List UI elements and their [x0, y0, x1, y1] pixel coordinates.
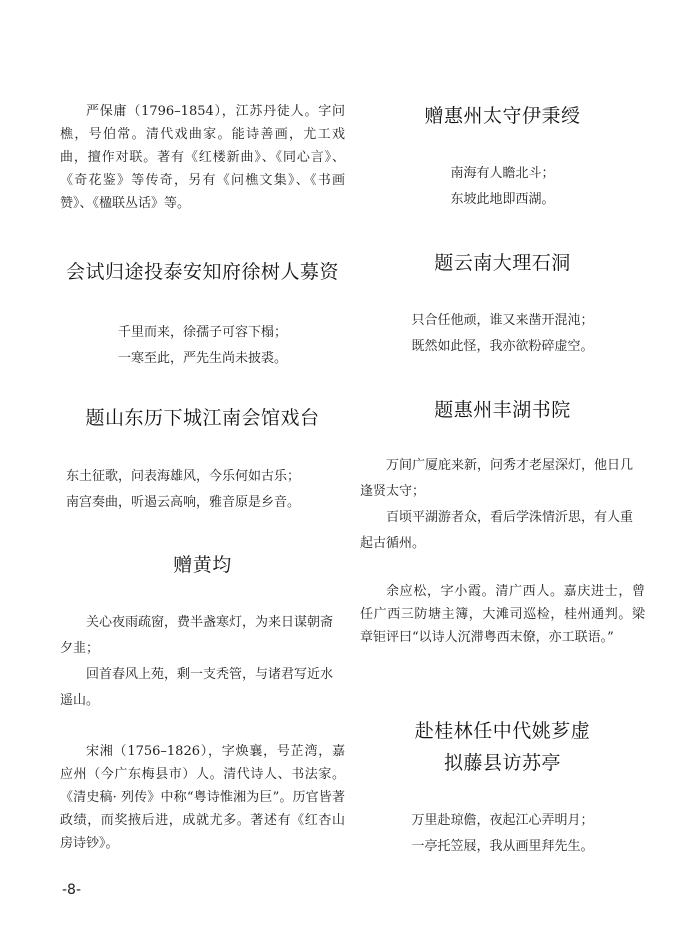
couplet-body-3 — [60, 610, 345, 714]
couplet-body-6 — [360, 453, 645, 557]
couplet-heading-2 — [60, 405, 345, 431]
couplet-title: 题山东历下城江南会馆戏台 — [85, 407, 320, 429]
couplet-line: 千里而来，徐孺子可容下榻； — [117, 325, 287, 340]
couplet-line: 一亭托笠屐，我从画里拜先生。 — [411, 839, 594, 854]
couplet-line: 一寒至此，严先生尚未披裘。 — [117, 351, 287, 366]
page-number: -8- — [62, 882, 82, 898]
couplet-line: 只合任他顽，谁又来凿开混沌； — [411, 313, 594, 328]
couplet-title: 会试归途投泰安知府徐树人募资 — [65, 261, 339, 283]
couplet-title: 题惠州丰湖书院 — [434, 399, 571, 421]
bio-paragraph: 余应松，字小霞。清广西人。嘉庆进士，曾任广西三防塘主簿，大滩司巡检，桂州通判。梁章钜评曰“以诗人沉滞粤西末僚，亦工联语。” — [360, 584, 645, 645]
bio-yu-yingsong — [360, 580, 645, 649]
bio-paragraph: 宋湘（1756–1826），字焕襄，号芷湾，嘉应州（今广东梅县市）人。清代诗人、书法家。《清史稿· 列传》中称“粤诗惟湘为巨”。历官皆著政绩，而奖掖后进，成就尤多。著述有《红杏山房诗钞》。 — [60, 744, 345, 851]
couplet-title: 题云南大理石洞 — [434, 252, 571, 274]
bio-paragraph: 严保庸（1796–1854），江苏丹徒人。字问樵，号伯常。清代戏曲家。能诗善画，尤工戏曲，擅作对联。著有《红楼新曲》、《同心言》、《奇花鉴》等传奇，另有《问樵文集》、《书画赞》、《楹联丛话》等。 — [60, 104, 345, 211]
couplet-heading-6 — [360, 397, 645, 423]
couplet-heading-1 — [60, 259, 345, 285]
couplet-line: 回首春风上苑，剩一支秃管，与诸君写近水遥山。 — [60, 667, 334, 708]
couplet-line: 既然如此怪，我亦欲粉碎虚空。 — [411, 339, 594, 354]
couplet-body-7 — [360, 808, 645, 860]
couplet-line: 南宫奏曲，听遏云高响，雅音原是乡音。 — [66, 495, 301, 510]
couplet-heading-5 — [360, 250, 645, 276]
couplet-title: 赠黄均 — [173, 554, 232, 576]
couplet-body-1 — [60, 320, 345, 372]
couplet-line: 南海有人瞻北斗； — [450, 166, 555, 181]
couplet-line: 东坡此地即西湖。 — [450, 192, 555, 207]
couplet-line: 万间广厦庇来新，问秀才老屋深灯，他日几逢贤太守； — [360, 458, 634, 499]
couplet-line: 东土征歌，问表海雄风，今乐何如古乐； — [66, 469, 301, 484]
couplet-heading-7 — [360, 718, 645, 776]
couplet-line: 万里赴琼儋，夜起江心弄明月； — [411, 813, 594, 828]
bio-yan-baoyong — [60, 100, 345, 215]
couplet-heading-3 — [60, 552, 345, 578]
couplet-title: 赠惠州太守伊秉绶 — [424, 105, 581, 127]
bio-song-xiang — [60, 740, 345, 855]
couplet-body-2 — [60, 464, 345, 516]
couplet-line: 关心夜雨疏窗，费半盏寒灯，为来日谋朝斋夕韭； — [60, 615, 334, 656]
couplet-heading-4 — [360, 103, 645, 129]
couplet-title: 赴桂林任中代姚芗虚 — [414, 720, 591, 742]
couplet-body-4 — [360, 161, 645, 213]
couplet-body-5 — [360, 308, 645, 360]
couplet-title: 拟藤县访苏亭 — [443, 752, 561, 774]
couplet-line: 百顷平湖游者众，看后学洙情沂思，有人重起古循州。 — [360, 510, 634, 551]
